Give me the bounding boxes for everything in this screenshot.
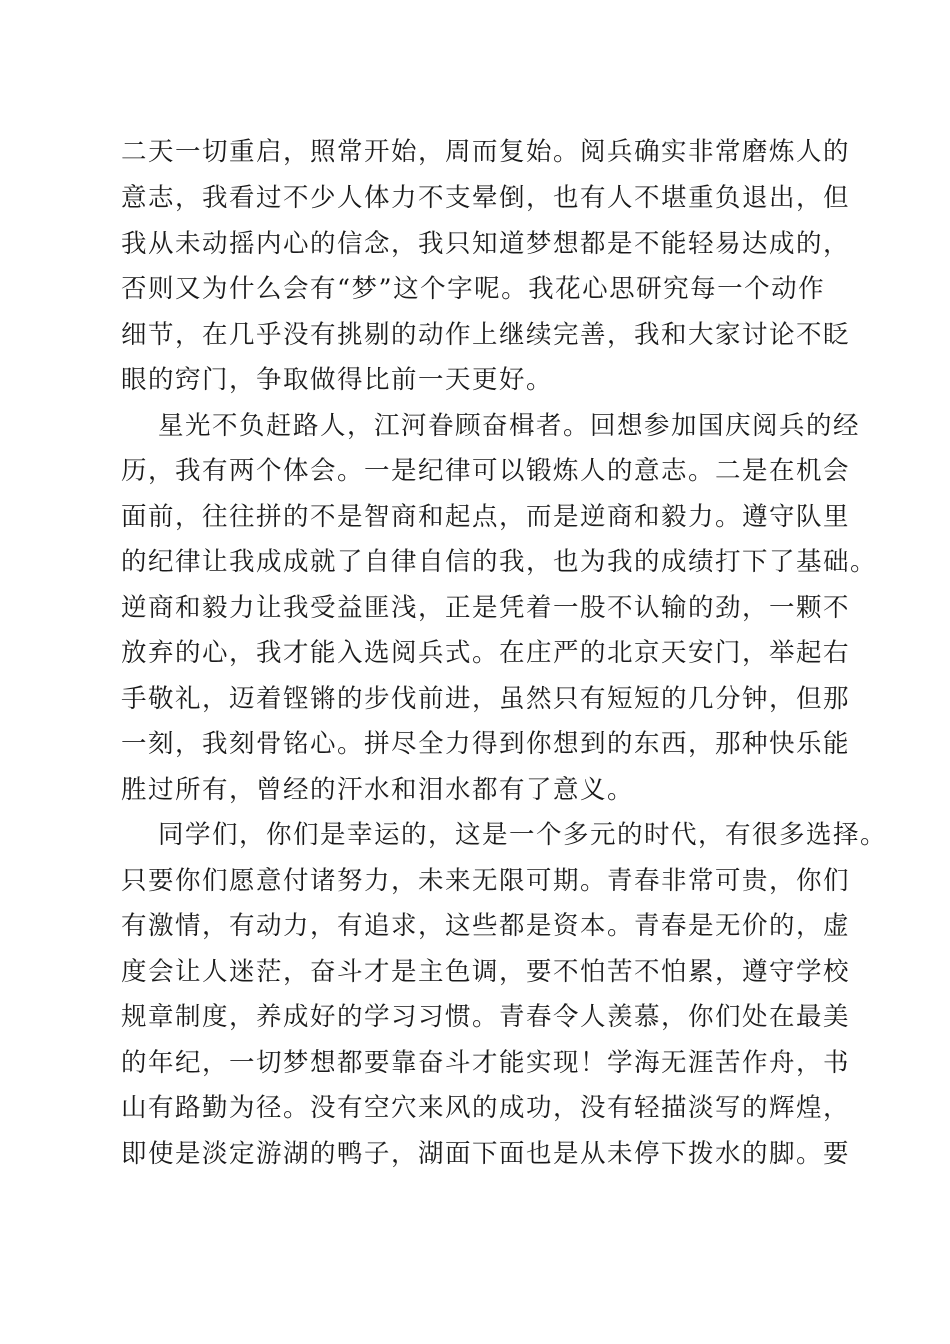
text-line: 的纪律让我成成就了自律自信的我，也为我的成绩打下了基础。 [121, 547, 878, 577]
text-line: 面前，往往拼的不是智商和起点，而是逆商和毅力。遵守队里 [121, 502, 851, 532]
paragraph-first-line: 同学们，你们是幸运的，这是一个多元的时代，有很多选择。 [158, 820, 888, 850]
text-line: 胜过所有，曾经的汗水和泪水都有了意义。 [121, 775, 635, 805]
text-line: 的年纪，一切梦想都要靠奋斗才能实现！学海无涯苦作舟，书 [121, 1048, 851, 1078]
text-line: 即使是淡定游湖的鸭子，湖面下面也是从未停下拨水的脚。要 [121, 1139, 851, 1169]
text-line: 手敬礼，迈着铿锵的步伐前进，虽然只有短短的几分钟，但那 [121, 684, 851, 714]
paragraph-first-line: 星光不负赶路人，江河眷顾奋楫者。回想参加国庆阅兵的经 [158, 411, 861, 441]
text-line: 意志，我看过不少人体力不支晕倒，也有人不堪重负退出，但 [121, 183, 851, 213]
text-line: 历，我有两个体会。一是纪律可以锻炼人的意志。二是在机会 [121, 456, 851, 486]
text-line: 山有路勤为径。没有空穴来风的成功，没有轻描淡写的辉煌， [121, 1093, 851, 1123]
text-line: 否则又为什么会有“梦”这个字呢。我花心思研究每一个动作 [121, 274, 826, 304]
text-line: 一刻，我刻骨铭心。拼尽全力得到你想到的东西，那种快乐能 [121, 729, 851, 759]
text-line: 度会让人迷茫，奋斗才是主色调，要不怕苦不怕累，遵守学校 [121, 957, 851, 987]
text-line: 逆商和毅力让我受益匪浅，正是凭着一股不认输的劲，一颗不 [121, 593, 851, 623]
text-line: 眼的窍门，争取做得比前一天更好。 [121, 365, 554, 395]
text-line: 二天一切重启，照常开始，周而复始。阅兵确实非常磨炼人的 [121, 137, 851, 167]
text-line: 规章制度，养成好的学习习惯。青春令人羡慕，你们处在最美 [121, 1002, 851, 1032]
text-line: 细节，在几乎没有挑剔的动作上继续完善，我和大家讨论不眨 [121, 320, 851, 350]
text-line: 我从未动摇内心的信念，我只知道梦想都是不能轻易达成的， [121, 229, 851, 259]
text-line: 放弃的心，我才能入选阅兵式。在庄严的北京天安门，举起右 [121, 638, 851, 668]
text-line: 有激情，有动力，有追求，这些都是资本。青春是无价的，虚 [121, 911, 851, 941]
text-line: 只要你们愿意付诸努力，未来无限可期。青春非常可贵，你们 [121, 866, 851, 896]
